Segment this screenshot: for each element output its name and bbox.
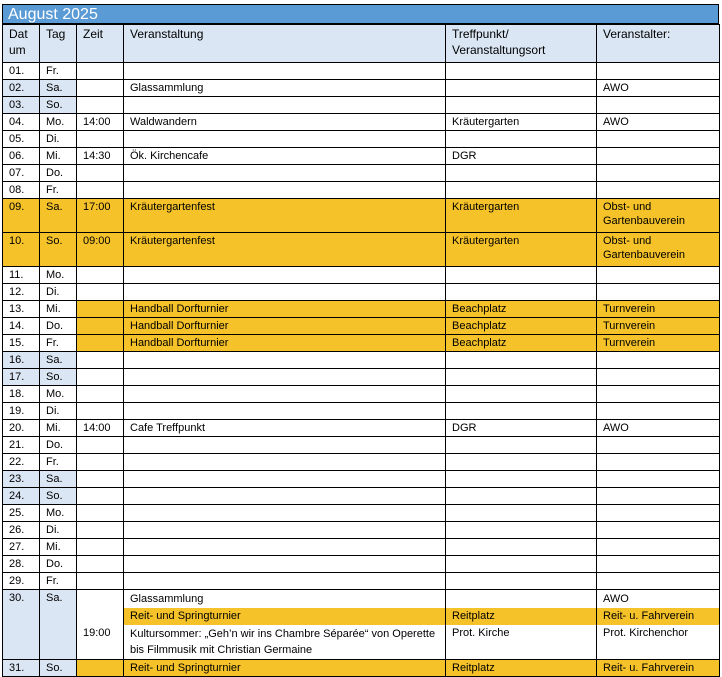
cell-veranstaltung: Waldwandern [124, 114, 446, 131]
cell-zeit: 09:00 [77, 233, 124, 267]
cell-tag: Di. [40, 522, 77, 539]
cell-veranstalter [597, 590, 720, 660]
cell-zeit [77, 488, 124, 505]
cell-tag: Sa. [40, 199, 77, 233]
table-row [3, 403, 720, 420]
event3-ort: Prot. Kirche [452, 627, 510, 639]
cell-veranstaltung [124, 131, 446, 148]
cell-datum: 09. [3, 199, 40, 233]
cell-veranstaltung [124, 590, 446, 660]
cell-datum: 16. [3, 352, 40, 369]
cell-datum: 19. [3, 403, 40, 420]
cell-ort [446, 131, 597, 148]
table-row [3, 335, 720, 352]
cell-veranstalter [597, 573, 720, 590]
cell-tag: Mo. [40, 267, 77, 284]
cell-veranstalter: Reit- u. Fahrverein [597, 660, 720, 677]
cell-ort [446, 403, 597, 420]
cell-datum: 22. [3, 454, 40, 471]
cell-veranstalter [597, 386, 720, 403]
cell-datum: 02. [3, 80, 40, 97]
cell-zeit: 14:00 [77, 420, 124, 437]
cell-veranstaltung [124, 522, 446, 539]
cell-datum: 23. [3, 471, 40, 488]
cell-ort: DGR [446, 148, 597, 165]
cell-veranstaltung [124, 267, 446, 284]
cell-datum: 01. [3, 63, 40, 80]
cell-datum: 28. [3, 556, 40, 573]
cell-datum: 31. [3, 660, 40, 677]
cell-tag: So. [40, 233, 77, 267]
table-row [3, 420, 720, 437]
cell-datum: 21. [3, 437, 40, 454]
cell-veranstaltung [124, 437, 446, 454]
cell-veranstalter [597, 522, 720, 539]
cell-veranstaltung: Handball Dorfturnier [124, 335, 446, 352]
cell-veranstaltung [124, 63, 446, 80]
cell-ort: Beachplatz [446, 318, 597, 335]
cell-ort [446, 454, 597, 471]
cell-zeit [77, 369, 124, 386]
table-row [3, 454, 720, 471]
cell-veranstalter [597, 539, 720, 556]
cell-datum: 07. [3, 165, 40, 182]
cell-ort [446, 522, 597, 539]
cell-ort: Kräutergarten [446, 114, 597, 131]
cell-veranstalter: AWO [597, 420, 720, 437]
cell-ort [446, 437, 597, 454]
cell-datum: 15. [3, 335, 40, 352]
table-row [3, 284, 720, 301]
cell-zeit [77, 471, 124, 488]
cell-tag: Mo. [40, 114, 77, 131]
cell-tag: Mo. [40, 505, 77, 522]
cell-veranstaltung: Ök. Kirchencafe [124, 148, 446, 165]
cell-datum: 04. [3, 114, 40, 131]
col-header-veranstalter: Veranstalter: [597, 25, 720, 63]
cell-zeit [77, 182, 124, 199]
cell-ort [446, 471, 597, 488]
event3-title: Kultursommer: „Geh’n wir ins Chambre Séparée“ von Operette bis Filmmusik mit Christian Germaine [130, 628, 436, 656]
table-row [3, 199, 720, 233]
cell-ort [446, 505, 597, 522]
cell-datum: 25. [3, 505, 40, 522]
cell-veranstaltung [124, 403, 446, 420]
cell-tag: Do. [40, 165, 77, 182]
cell-datum: 13. [3, 301, 40, 318]
cell-tag: Fr. [40, 335, 77, 352]
table-row-31 [3, 660, 720, 677]
cell-datum: 24. [3, 488, 40, 505]
cell-veranstalter [597, 352, 720, 369]
cell-zeit [77, 63, 124, 80]
cell-veranstalter [597, 131, 720, 148]
cell-tag: Sa. [40, 590, 77, 660]
cell-ort [446, 80, 597, 97]
table-row [3, 131, 720, 148]
cell-veranstalter: AWO [597, 80, 720, 97]
cell-veranstalter [597, 488, 720, 505]
cell-veranstalter [597, 505, 720, 522]
cell-veranstaltung [124, 573, 446, 590]
cell-tag: Fr. [40, 182, 77, 199]
cell-datum: 27. [3, 539, 40, 556]
cell-veranstalter [597, 437, 720, 454]
cell-datum: 03. [3, 97, 40, 114]
cell-tag: Di. [40, 284, 77, 301]
cell-tag: So. [40, 97, 77, 114]
cell-veranstalter [597, 369, 720, 386]
cell-veranstaltung [124, 386, 446, 403]
cell-zeit [77, 454, 124, 471]
cell-veranstalter [597, 284, 720, 301]
cell-veranstaltung: Handball Dorfturnier [124, 318, 446, 335]
cell-zeit [77, 352, 124, 369]
cell-veranstaltung [124, 352, 446, 369]
col-header-ort: Treffpunkt/ Veranstaltungsort [446, 25, 597, 63]
cell-zeit [77, 505, 124, 522]
table-row [3, 233, 720, 267]
table-row [3, 148, 720, 165]
table-row [3, 505, 720, 522]
cell-tag: Sa. [40, 471, 77, 488]
cell-datum: 17. [3, 369, 40, 386]
table-row [3, 471, 720, 488]
cell-tag: Do. [40, 556, 77, 573]
event3-org: Prot. Kirchenchor [603, 627, 688, 639]
cell-datum: 08. [3, 182, 40, 199]
cell-tag: Mi. [40, 420, 77, 437]
col-header-veranstaltung: Veranstaltung [124, 25, 446, 63]
cell-zeit: 17:00 [77, 199, 124, 233]
cell-tag: Fr. [40, 454, 77, 471]
cell-zeit [77, 437, 124, 454]
event2-title: Reit- und Springturnier [124, 608, 445, 625]
cell-veranstaltung [124, 284, 446, 301]
cell-tag: Do. [40, 437, 77, 454]
cell-tag: So. [40, 660, 77, 677]
cell-datum: 30. [3, 590, 40, 660]
cell-zeit [77, 556, 124, 573]
table-row [3, 386, 720, 403]
cell-veranstalter [597, 267, 720, 284]
cell-tag: Mi. [40, 539, 77, 556]
cell-zeit [77, 318, 124, 335]
cell-ort [446, 590, 597, 660]
cell-datum: 06. [3, 148, 40, 165]
cell-veranstaltung: Glassammlung [124, 80, 446, 97]
cell-veranstaltung [124, 97, 446, 114]
cell-veranstaltung [124, 182, 446, 199]
cell-zeit [77, 660, 124, 677]
event3-time: 19:00 [83, 627, 111, 639]
cell-ort [446, 488, 597, 505]
cell-tag: Sa. [40, 352, 77, 369]
table-row [3, 165, 720, 182]
cell-zeit [77, 165, 124, 182]
table-row [3, 80, 720, 97]
cell-zeit [77, 131, 124, 148]
cell-veranstalter [597, 403, 720, 420]
table-row [3, 301, 720, 318]
cell-veranstaltung [124, 505, 446, 522]
cell-veranstalter [597, 556, 720, 573]
cell-veranstalter [597, 454, 720, 471]
table-row [3, 556, 720, 573]
cell-veranstaltung: Kräutergartenfest [124, 233, 446, 267]
cell-datum: 14. [3, 318, 40, 335]
cell-veranstalter [597, 97, 720, 114]
table-row [3, 182, 720, 199]
cell-veranstaltung [124, 454, 446, 471]
cell-zeit [77, 573, 124, 590]
cell-tag: Fr. [40, 63, 77, 80]
cell-veranstalter: Turnverein [597, 318, 720, 335]
table-row [3, 318, 720, 335]
month-title: August 2025 [2, 4, 719, 24]
table-row [3, 437, 720, 454]
table-row [3, 267, 720, 284]
cell-tag: Mo. [40, 386, 77, 403]
cell-zeit: 14:00 [77, 114, 124, 131]
cell-ort [446, 352, 597, 369]
cell-tag: Fr. [40, 573, 77, 590]
cell-datum: 26. [3, 522, 40, 539]
cell-veranstaltung: Cafe Treffpunkt [124, 420, 446, 437]
cell-datum: 20. [3, 420, 40, 437]
cell-veranstaltung [124, 471, 446, 488]
cell-ort [446, 182, 597, 199]
cell-veranstalter: Obst- und Gartenbauverein [597, 233, 720, 267]
cell-veranstalter [597, 148, 720, 165]
cell-tag: So. [40, 488, 77, 505]
cell-ort [446, 573, 597, 590]
table-row [3, 573, 720, 590]
table-row [3, 114, 720, 131]
cell-datum: 11. [3, 267, 40, 284]
header-row [3, 25, 720, 63]
cell-ort [446, 165, 597, 182]
cell-ort [446, 556, 597, 573]
cell-zeit: 14:30 [77, 148, 124, 165]
cell-zeit [77, 80, 124, 97]
cell-ort [446, 386, 597, 403]
table-row [3, 97, 720, 114]
cell-datum: 29. [3, 573, 40, 590]
cell-datum: 18. [3, 386, 40, 403]
cell-datum: 05. [3, 131, 40, 148]
cell-veranstalter: Turnverein [597, 301, 720, 318]
event-table [2, 24, 720, 677]
cell-zeit [77, 386, 124, 403]
cell-veranstaltung [124, 556, 446, 573]
table-body [3, 63, 720, 677]
cell-datum: 10. [3, 233, 40, 267]
cell-zeit [77, 284, 124, 301]
table-row-30 [3, 590, 720, 660]
event1-title: Glassammlung [130, 593, 204, 605]
col-header-zeit: Zeit [77, 25, 124, 63]
cell-zeit [77, 590, 124, 660]
cell-ort: Reitplatz [446, 660, 597, 677]
cell-veranstalter [597, 63, 720, 80]
cell-veranstaltung [124, 369, 446, 386]
cell-ort [446, 267, 597, 284]
cell-veranstalter: Turnverein [597, 335, 720, 352]
cell-tag: Sa. [40, 80, 77, 97]
cell-ort [446, 369, 597, 386]
cell-veranstalter: AWO [597, 114, 720, 131]
cell-tag: So. [40, 369, 77, 386]
cell-veranstaltung [124, 539, 446, 556]
table-row [3, 369, 720, 386]
cell-tag: Mi. [40, 301, 77, 318]
cell-ort: Kräutergarten [446, 233, 597, 267]
event2-org: Reit- u. Fahrverein [597, 608, 719, 625]
cell-tag: Do. [40, 318, 77, 335]
col-header-datum: Dat um [3, 25, 40, 63]
cell-veranstalter [597, 165, 720, 182]
cell-veranstalter: Obst- und Gartenbauverein [597, 199, 720, 233]
cell-veranstaltung: Kräutergartenfest [124, 199, 446, 233]
event1-org: AWO [603, 593, 629, 605]
cell-ort: Beachplatz [446, 301, 597, 318]
cell-ort: DGR [446, 420, 597, 437]
cell-ort: Beachplatz [446, 335, 597, 352]
cell-ort [446, 63, 597, 80]
cell-zeit [77, 522, 124, 539]
cell-zeit [77, 97, 124, 114]
cell-veranstaltung [124, 488, 446, 505]
cell-veranstalter [597, 471, 720, 488]
table-row [3, 522, 720, 539]
cell-ort [446, 284, 597, 301]
cell-tag: Di. [40, 403, 77, 420]
table-row [3, 488, 720, 505]
cell-datum: 12. [3, 284, 40, 301]
cell-veranstaltung: Reit- und Springturnier [124, 660, 446, 677]
cell-tag: Di. [40, 131, 77, 148]
cell-ort [446, 97, 597, 114]
cell-veranstalter [597, 182, 720, 199]
cell-zeit [77, 539, 124, 556]
event2-ort: Reitplatz [446, 608, 596, 625]
cell-zeit [77, 267, 124, 284]
col-header-tag: Tag [40, 25, 77, 63]
cell-zeit [77, 403, 124, 420]
table-row [3, 539, 720, 556]
cell-ort: Kräutergarten [446, 199, 597, 233]
cell-tag: Mi. [40, 148, 77, 165]
cell-zeit [77, 335, 124, 352]
cell-ort [446, 539, 597, 556]
cell-veranstaltung: Handball Dorfturnier [124, 301, 446, 318]
cell-veranstaltung [124, 165, 446, 182]
cell-zeit [77, 301, 124, 318]
table-row [3, 63, 720, 80]
table-row [3, 352, 720, 369]
